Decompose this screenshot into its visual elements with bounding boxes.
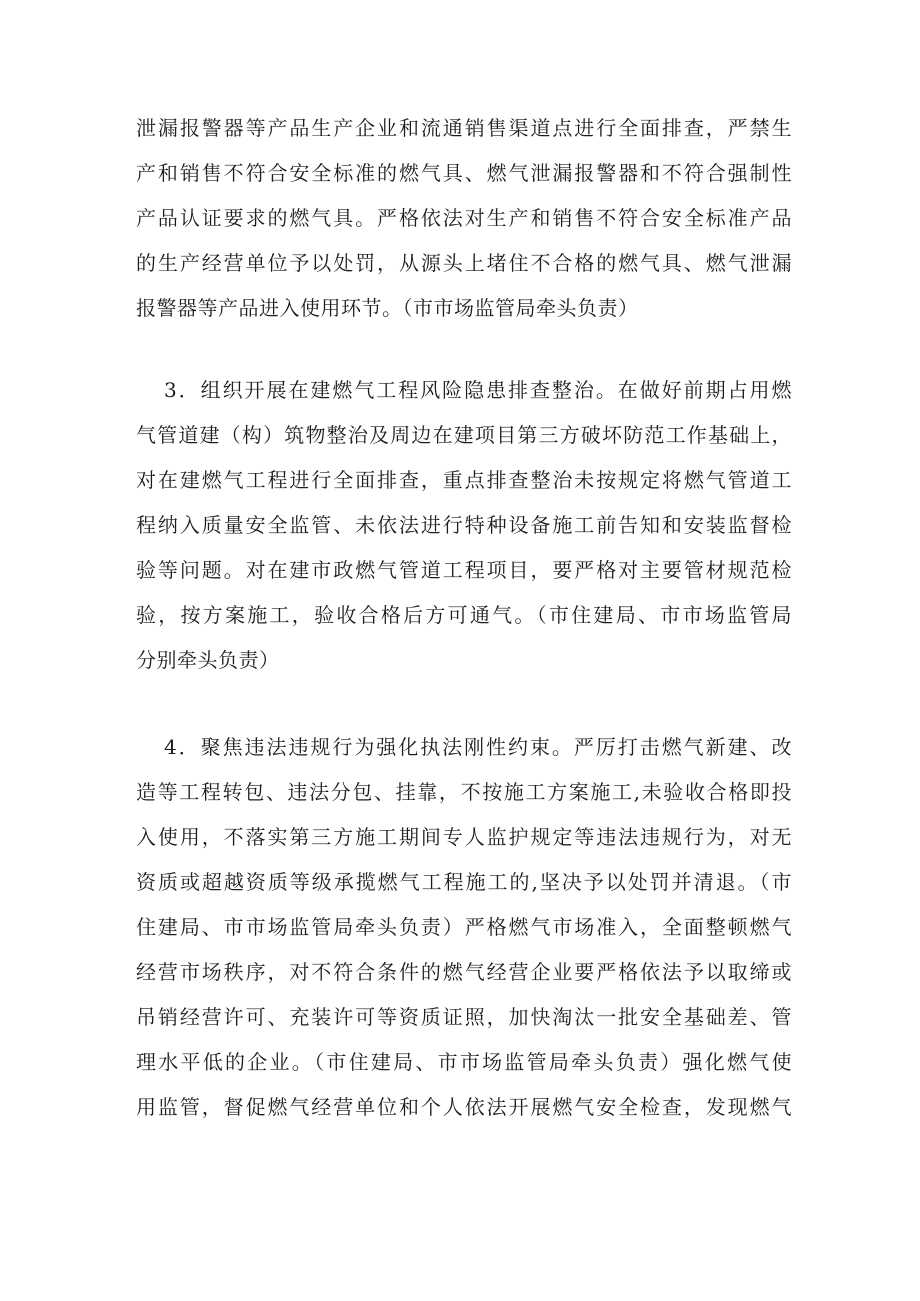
paragraph-line: 验等问题。对在建市政燃气管道工程项目，要严格对主要管材规范检 bbox=[136, 558, 792, 582]
paragraph-line: 理水平低的企业。（市住建局、市市场监管局牵头负责）强化燃气使 bbox=[136, 1050, 792, 1074]
paragraph-line: 报警器等产品进入使用环节。（市市场监管局牵头负责） bbox=[136, 296, 639, 320]
paragraph-line: 入使用，不落实第三方施工期间专人监护规定等违法违规行为，对无 bbox=[136, 825, 792, 849]
paragraph-line: 吊销经营许可、充装许可等资质证照，加快淘汰一批安全基础差、管 bbox=[136, 1005, 792, 1029]
paragraph-line: 泄漏报警器等产品生产企业和流通销售渠道点进行全面排查，严禁生 bbox=[136, 116, 792, 140]
paragraph-line: 分别牵头负责） bbox=[136, 648, 280, 672]
paragraph-line: 用监管，督促燃气经营单位和个人依法开展燃气安全检查，发现燃气 bbox=[136, 1095, 792, 1119]
paragraph-line: 程纳入质量安全监管、未依法进行特种设备施工前告知和安装监督检 bbox=[136, 513, 792, 537]
paragraph-line: 气管道建（构）筑物整治及周边在建项目第三方破坏防范工作基础上， bbox=[136, 423, 792, 447]
paragraph-line: 产品认证要求的燃气具。严格依法对生产和销售不符合安全标准产品 bbox=[136, 206, 792, 230]
paragraph-line: 住建局、市市场监管局牵头负责）严格燃气市场准入，全面整顿燃气 bbox=[136, 915, 792, 939]
paragraph-line: 4．聚焦违法违规行为强化执法刚性约束。严厉打击燃气新建、改 bbox=[164, 735, 792, 759]
paragraph-line: 资质或超越资质等级承揽燃气工程施工的,坚决予以处罚并清退。（市 bbox=[136, 870, 792, 894]
paragraph-line: 经营市场秩序，对不符合条件的燃气经营企业要严格依法予以取缔或 bbox=[136, 960, 792, 984]
paragraph-line: 3．组织开展在建燃气工程风险隐患排查整治。在做好前期占用燃 bbox=[164, 378, 792, 402]
paragraph-line: 验，按方案施工，验收合格后方可通气。（市住建局、市市场监管局 bbox=[136, 603, 792, 627]
paragraph-line: 对在建燃气工程进行全面排查，重点排查整治未按规定将燃气管道工 bbox=[136, 468, 792, 492]
paragraph-line: 造等工程转包、违法分包、挂靠，不按施工方案施工,未验收合格即投 bbox=[136, 780, 792, 804]
paragraph-line: 的生产经营单位予以处罚，从源头上堵住不合格的燃气具、燃气泄漏 bbox=[136, 251, 792, 275]
paragraph-line: 产和销售不符合安全标准的燃气具、燃气泄漏报警器和不符合强制性 bbox=[136, 161, 792, 185]
